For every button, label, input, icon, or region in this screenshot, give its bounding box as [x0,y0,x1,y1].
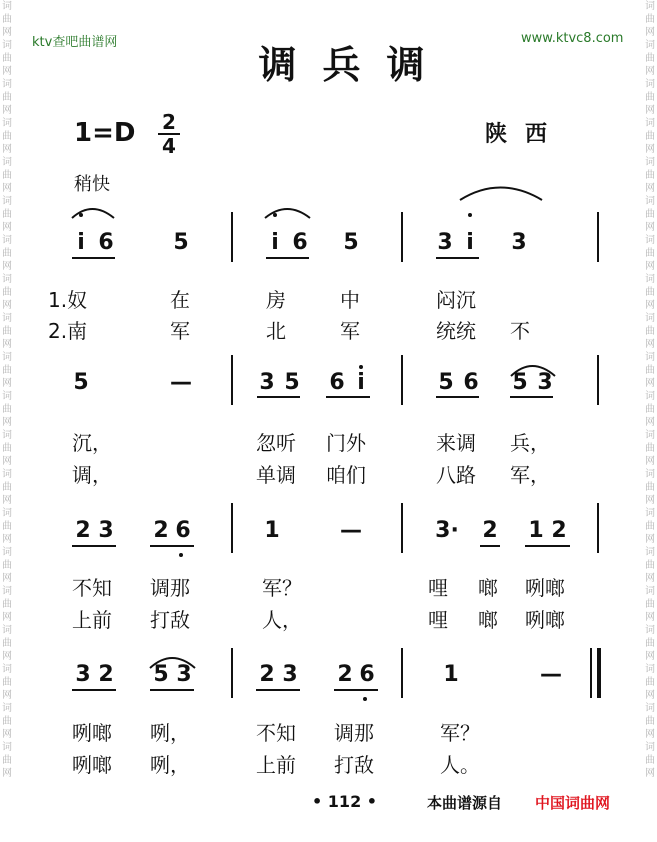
note: 1 [264,518,280,543]
note: 5 [438,370,454,395]
lyric: 上前 [256,753,296,777]
time-denominator: 4 [162,134,176,158]
side-watermark-left: 词曲网词曲网词曲网词曲网词曲网词曲网词曲网词曲网词曲网词曲网词曲网词曲网词曲网词曲网词曲网词曲网词曲网词曲网词曲网词曲网 [2,1,12,779]
lyric: 房 [266,288,286,312]
source-text: 本曲谱源自 [427,794,503,812]
barline [231,648,233,698]
note: 2 [337,662,353,687]
source-site-link[interactable]: 中国词曲网 [535,794,611,812]
lyric: 沉， [72,431,112,455]
note: 2 [98,662,114,687]
lyric: 军 [170,319,190,343]
note: i [357,370,365,395]
lyric: 调， [72,463,112,487]
lyric: 在 [170,288,190,312]
lyric: 2.南 [48,319,88,343]
note: — [540,662,562,687]
note: i [271,230,279,255]
lyric: 不知 [72,576,112,600]
lyric: 1.奴 [48,288,88,312]
note: i [466,230,474,255]
lyric: 哩 [428,576,448,600]
lyric: 打敌 [334,753,374,777]
time-numerator: 2 [162,110,176,134]
note: 5 [343,230,359,255]
lyric: 调那 [334,721,374,745]
lyric: 咧啷 [72,753,112,777]
note: 6 [98,230,114,255]
lyric: 咧啷 [525,576,565,600]
lyric: 咧啷 [525,608,565,632]
lyric: 军？ [440,721,480,745]
note: 3 [511,230,527,255]
note: 5 [284,370,300,395]
note: — [170,370,192,395]
note: 5 [153,662,169,687]
lyric: 咱们 [326,463,366,487]
note: 1 [443,662,459,687]
lyric: 不知 [256,721,296,745]
note: 5 [73,370,89,395]
lyric: 闷沉 [436,288,476,312]
lyric: 统统 [436,319,476,343]
barline [590,648,592,698]
lyric: 啷 [478,576,498,600]
note: i [77,230,85,255]
note: 3 [259,370,275,395]
lyric: 调那 [150,576,190,600]
lyric: 八路 [436,463,476,487]
note: 3 [176,662,192,687]
note: 2 [75,518,91,543]
watermark-right: www.ktvc8.com [521,31,624,46]
lyric: 打敌 [150,608,190,632]
note: 6 [175,518,191,543]
note: 2 [551,518,567,543]
page-number: • 112 • [312,792,377,811]
lyric: 啷 [478,608,498,632]
lyric: 单调 [256,463,296,487]
note: — [340,518,362,543]
note: 6 [359,662,375,687]
lyric: 中 [340,288,360,312]
final-barline [597,648,601,698]
tempo-marking: 稍快 [74,174,110,195]
lyric: 北 [266,319,286,343]
key-signature: 1=D [74,118,136,148]
song-title: 调兵调 [258,42,451,87]
lyric: 咧， [150,753,190,777]
note: 3 [282,662,298,687]
note: 5 [173,230,189,255]
lyric: 咧， [150,721,190,745]
note: 6 [292,230,308,255]
lyric: 来调 [436,431,476,455]
note: 3 [75,662,91,687]
note: 1 [528,518,544,543]
side-watermark-right: 词曲网词曲网词曲网词曲网词曲网词曲网词曲网词曲网词曲网词曲网词曲网词曲网词曲网词曲网词曲网词曲网词曲网词曲网词曲网词曲网 [645,1,655,779]
note: 3 [537,370,553,395]
lyric: 哩 [428,608,448,632]
watermark-left: ktv查吧曲谱网 [32,35,118,50]
note: 2 [482,518,498,543]
note: 3 [98,518,114,543]
lyric: 人。 [440,753,480,777]
lyric: 咧啷 [72,721,112,745]
note: 5 [512,370,528,395]
note: 2 [259,662,275,687]
barline [401,648,403,698]
origin-label: 陕西 [485,122,566,147]
note: 2 [153,518,169,543]
lyric: 兵， [510,431,550,455]
note: 6 [463,370,479,395]
lyric: 军， [510,463,550,487]
note: 6 [329,370,345,395]
lyric: 不 [510,319,530,343]
lyric: 军？ [262,576,302,600]
lyric: 上前 [72,608,112,632]
lyric: 忽听 [256,431,296,455]
note: 3· [435,518,459,543]
lyric: 军 [340,319,360,343]
note: 3 [437,230,453,255]
lyric: 门外 [326,431,366,455]
lyric: 人， [262,608,302,632]
